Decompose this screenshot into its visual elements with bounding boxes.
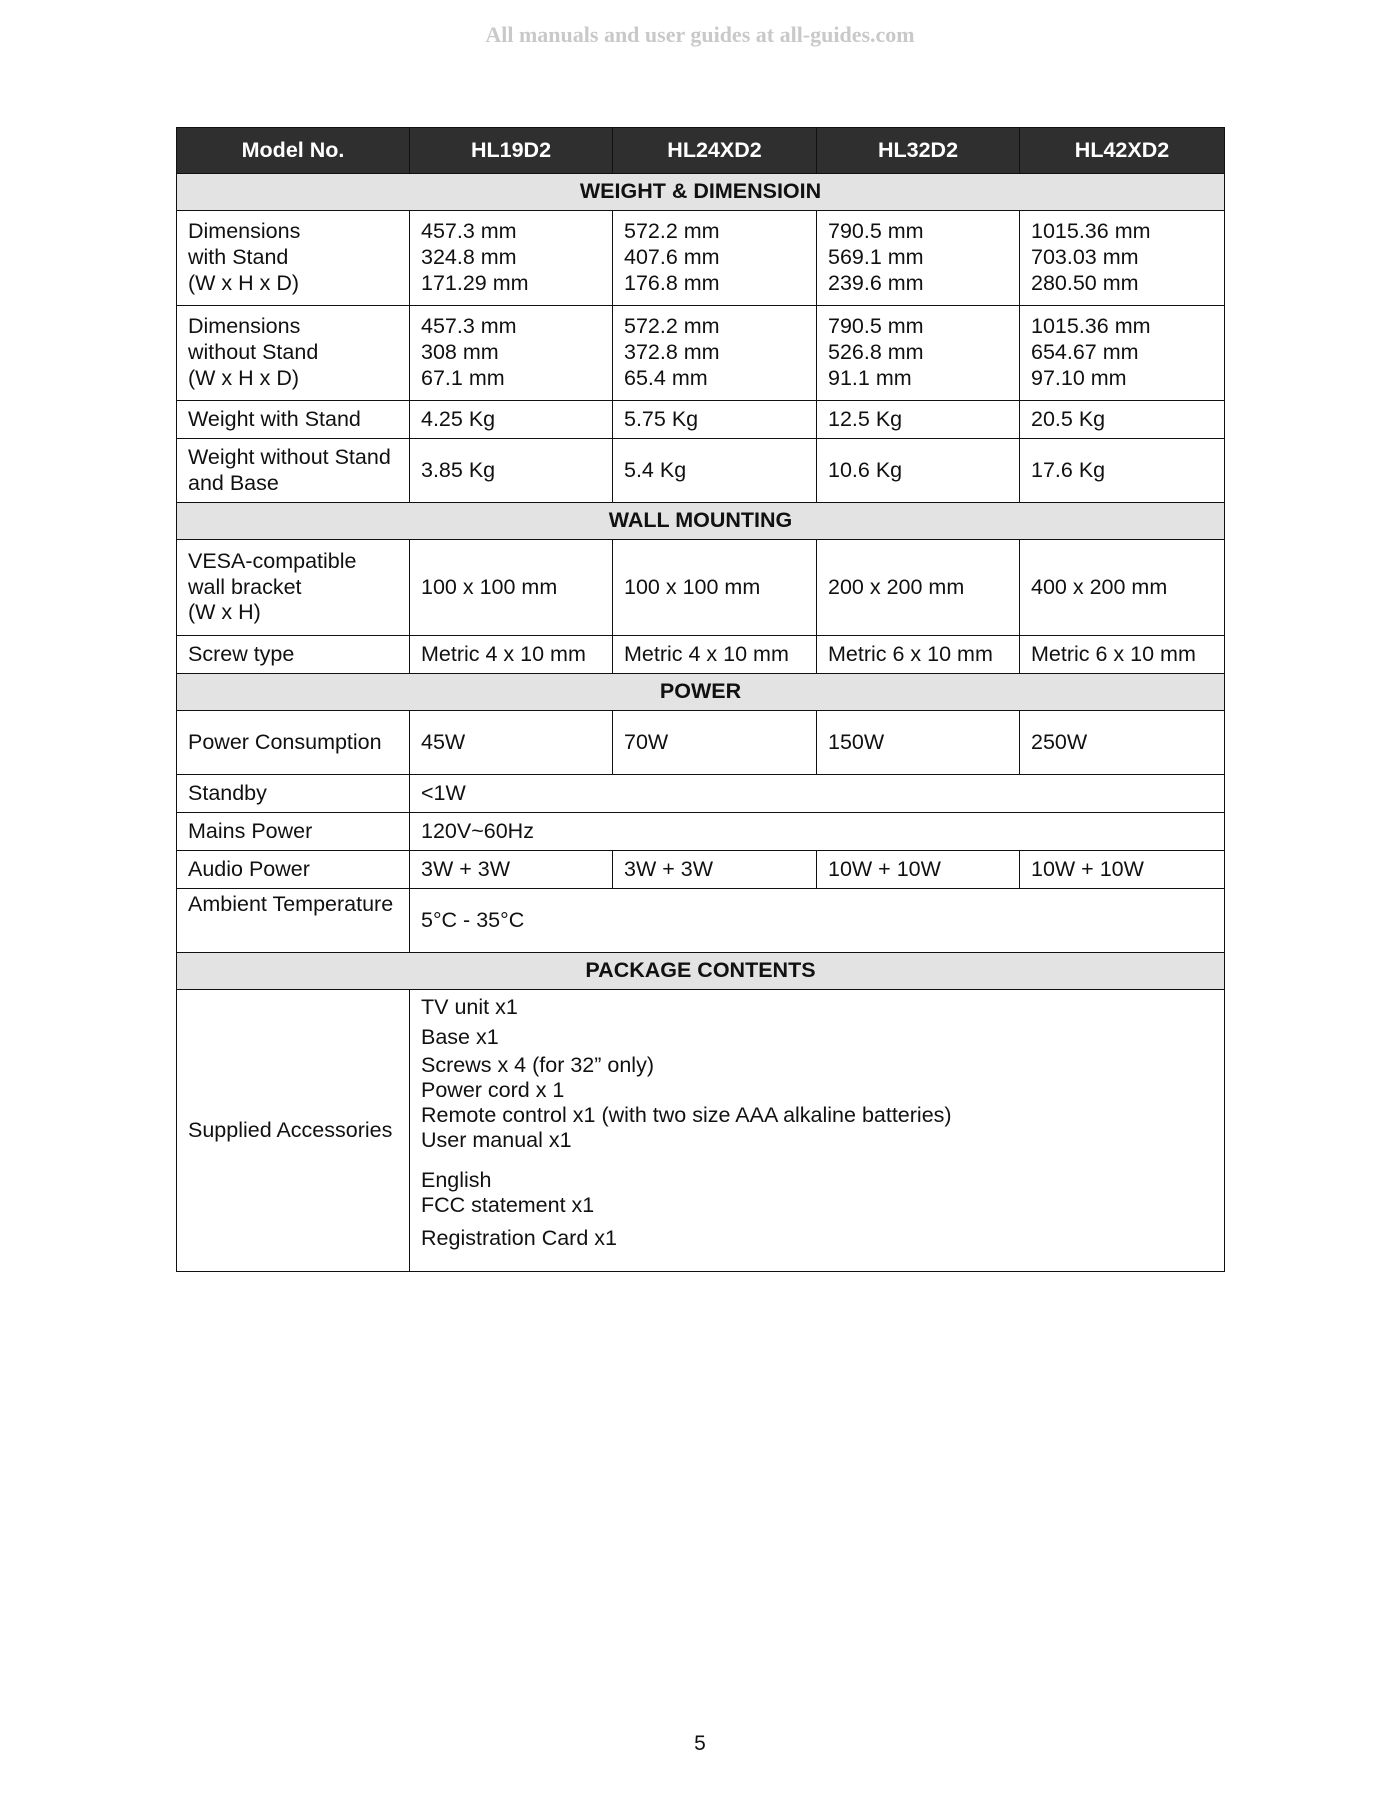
- table-cell: 100 x 100 mm: [613, 540, 817, 636]
- table-cell: Metric 6 x 10 mm: [1020, 636, 1225, 674]
- header-model-3: HL32D2: [817, 128, 1020, 174]
- row-label-weight-stand: Weight with Stand: [177, 401, 410, 439]
- row-label-supplied-accessories: Supplied Accessories: [177, 990, 410, 1272]
- table-cell: 4.25 Kg: [410, 401, 613, 439]
- row-label-weight-no-stand: Weight without Stand and Base: [177, 439, 410, 503]
- accessories-list: [410, 990, 1225, 1272]
- list-item: Remote control x1 (with two size AAA alkaline batteries): [421, 1103, 952, 1127]
- list-item: English: [421, 1168, 492, 1192]
- page-number: 5: [694, 1732, 706, 1755]
- table-cell: 790.5 mm 569.1 mm 239.6 mm: [817, 211, 1020, 306]
- table-row: [177, 990, 1225, 1272]
- table-cell: 10W + 10W: [1020, 851, 1225, 889]
- table-cell: 10.6 Kg: [817, 439, 1020, 503]
- table-cell: 3W + 3W: [410, 851, 613, 889]
- row-label-screw-type: Screw type: [177, 636, 410, 674]
- table-cell: 150W: [817, 711, 1020, 775]
- table-cell: 3W + 3W: [613, 851, 817, 889]
- table-row: [177, 711, 1225, 775]
- header-model-1: HL19D2: [410, 128, 613, 174]
- list-item: Power cord x 1: [421, 1078, 565, 1102]
- section-row: [177, 674, 1225, 711]
- row-label-vesa: VESA-compatible wall bracket (W x H): [177, 540, 410, 636]
- table-row: [177, 540, 1225, 636]
- section-package-contents: PACKAGE CONTENTS: [177, 953, 1225, 990]
- header-model-4: HL42XD2: [1020, 128, 1225, 174]
- section-weight-dimension: WEIGHT & DIMENSIOIN: [177, 174, 1225, 211]
- table-cell: Metric 4 x 10 mm: [613, 636, 817, 674]
- table-cell: 400 x 200 mm: [1020, 540, 1225, 636]
- header-model-2: HL24XD2: [613, 128, 817, 174]
- table-cell: 5.75 Kg: [613, 401, 817, 439]
- list-item: User manual x1: [421, 1128, 572, 1152]
- row-label-audio-power: Audio Power: [177, 851, 410, 889]
- section-row: [177, 503, 1225, 540]
- section-wall-mounting: WALL MOUNTING: [177, 503, 1225, 540]
- row-label-ambient-temperature: Ambient Temperature: [177, 889, 410, 953]
- table-row: [177, 636, 1225, 674]
- list-item: Registration Card x1: [421, 1226, 617, 1250]
- table-row: [177, 401, 1225, 439]
- table-cell: 100 x 100 mm: [410, 540, 613, 636]
- table-cell: 120V~60Hz: [410, 813, 1225, 851]
- row-label-dims-no-stand: Dimensions without Stand (W x H x D): [177, 306, 410, 401]
- spec-table: [176, 127, 1225, 1272]
- table-row: [177, 775, 1225, 813]
- list-item: FCC statement x1: [421, 1193, 595, 1217]
- table-cell: 20.5 Kg: [1020, 401, 1225, 439]
- table-cell: <1W: [410, 775, 1225, 813]
- watermark: All manuals and user guides at all-guides.com: [485, 22, 915, 47]
- table-cell: 200 x 200 mm: [817, 540, 1020, 636]
- table-cell: 572.2 mm 407.6 mm 176.8 mm: [613, 211, 817, 306]
- table-cell: 10W + 10W: [817, 851, 1020, 889]
- section-power: POWER: [177, 674, 1225, 711]
- header-model-label: Model No.: [177, 128, 410, 174]
- table-header-row: [177, 128, 1225, 174]
- table-cell: Metric 6 x 10 mm: [817, 636, 1020, 674]
- section-row: [177, 174, 1225, 211]
- table-cell: 1015.36 mm 703.03 mm 280.50 mm: [1020, 211, 1225, 306]
- table-cell: 12.5 Kg: [817, 401, 1020, 439]
- table-row: [177, 851, 1225, 889]
- list-item: TV unit x1: [421, 995, 518, 1019]
- table-cell: 17.6 Kg: [1020, 439, 1225, 503]
- section-row: [177, 953, 1225, 990]
- table-cell: 70W: [613, 711, 817, 775]
- table-row: [177, 211, 1225, 306]
- list-item: Base x1: [421, 1025, 499, 1049]
- row-label-dims-stand: Dimensions with Stand (W x H x D): [177, 211, 410, 306]
- row-label-mains-power: Mains Power: [177, 813, 410, 851]
- row-label-power-consumption: Power Consumption: [177, 711, 410, 775]
- table-row: [177, 306, 1225, 401]
- table-cell: 1015.36 mm 654.67 mm 97.10 mm: [1020, 306, 1225, 401]
- table-cell: 5.4 Kg: [613, 439, 817, 503]
- table-cell: 457.3 mm 324.8 mm 171.29 mm: [410, 211, 613, 306]
- table-cell: 45W: [410, 711, 613, 775]
- list-item: Screws x 4 (for 32” only): [421, 1053, 654, 1077]
- table-cell: Metric 4 x 10 mm: [410, 636, 613, 674]
- table-row: [177, 439, 1225, 503]
- row-label-standby: Standby: [177, 775, 410, 813]
- table-cell: 5°C - 35°C: [410, 889, 1225, 953]
- table-row: [177, 813, 1225, 851]
- table-cell: 790.5 mm 526.8 mm 91.1 mm: [817, 306, 1020, 401]
- table-cell: 250W: [1020, 711, 1225, 775]
- table-cell: 3.85 Kg: [410, 439, 613, 503]
- table-cell: 457.3 mm 308 mm 67.1 mm: [410, 306, 613, 401]
- table-row: [177, 889, 1225, 953]
- table-cell: 572.2 mm 372.8 mm 65.4 mm: [613, 306, 817, 401]
